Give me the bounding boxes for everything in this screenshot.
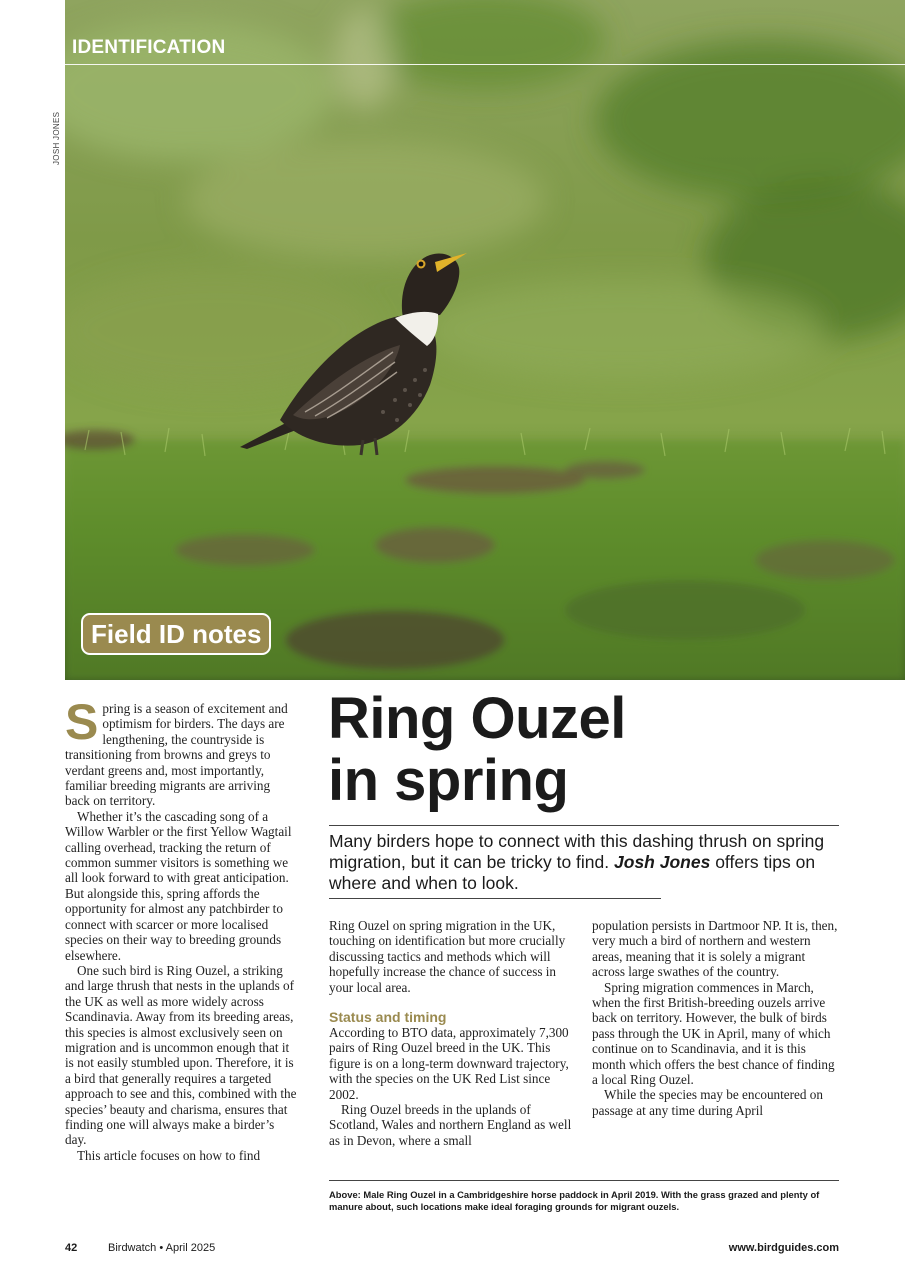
standfirst-divider xyxy=(329,898,661,899)
body-paragraph: This article focuses on how to find xyxy=(77,1147,261,1163)
author-name: Josh Jones xyxy=(614,852,711,872)
body-paragraph: Ring Ouzel breeds in the uplands of Scotland, Wales and northern England as well as in Devon, where a small xyxy=(329,1102,572,1148)
section-divider xyxy=(65,64,905,65)
body-paragraph: Spring migration commences in March, when the first British-breeding ouzels arrive back on territory. However, the bulk of birds pass through the UK in April, many of which continue on to Scandinavia, and it is this month which offers the best chance of finding a local Ring Ouzel. xyxy=(592,979,835,1088)
body-column-2 xyxy=(329,918,573,1148)
standfirst-text: Many birders hope to connect with this dashing thrush on spring migration, but it can be tricky to find. xyxy=(329,831,825,872)
website-link[interactable]: www.birdguides.com xyxy=(728,1242,839,1254)
field-id-notes-badge: Field ID notes xyxy=(81,613,271,655)
body-column-3 xyxy=(592,918,838,1118)
body-paragraph: One such bird is Ring Ouzel, a striking and large thrush that nests in the uplands of the UK as well as more widely across Scandinavia. Away from its breeding areas, this species is almost exclusively seen on migration and is uncommon enough that it is not easily stumbled upon. Therefore, it is a bird that generally requires a targeted approach to see and this, combined with the species’ beauty and charisma, ensures that finding one will always make a birder’s day. xyxy=(65,962,297,1148)
standfirst-end: offers tips on where and when to look. xyxy=(329,852,816,893)
photo-credit: JOSH JONES xyxy=(52,111,61,165)
caption-divider xyxy=(329,1180,839,1181)
body-column-1 xyxy=(65,694,297,1163)
drop-cap: S xyxy=(65,694,99,750)
body-paragraph: Whether it’s the cascading song of a Willow Warbler or the first Yellow Wagtail calling overhead, tracking the return of common summer visitors is something we all look forward to with great anticipation. But alongside this, spring affords the opportunity for almost any patchbirder to connect with scarcer or more localised species on their way to breeding grounds elsewhere. xyxy=(65,808,292,963)
section-label: IDENTIFICATION xyxy=(72,37,226,58)
body-paragraph: Spring is a season of excitement and optimism for birders. The days are lengthening, the countryside is transitioning from browns and greys to verdant greens and, most importantly, familiar breeding migrants are arriving back on territory. xyxy=(65,694,288,809)
page-number: 42 xyxy=(65,1242,78,1254)
title-line-2: in spring xyxy=(328,748,569,813)
body-paragraph: Ring Ouzel on spring migration in the UK, touching on identification but more crucially discussing tactics and methods which will hopefully increase the chance of success in your local area. xyxy=(329,918,566,995)
hero-photo xyxy=(65,0,905,680)
photo-caption: Above: Male Ring Ouzel in a Cambridgeshire horse paddock in April 2019. With the grass grazed and plenty of manure about, such locations make ideal foraging grounds for migrant ouzels. xyxy=(329,1189,820,1212)
standfirst xyxy=(329,831,839,894)
body-paragraph: While the species may be encountered on passage at any time during April xyxy=(592,1087,823,1118)
title-line-1: Ring Ouzel xyxy=(328,686,626,751)
publication-info: Birdwatch • April 2025 xyxy=(108,1242,216,1254)
subheading-status-timing: Status and timing xyxy=(329,1009,447,1026)
body-paragraph: population persists in Dartmoor NP. It is, then, very much a bird of northern and western areas, meaning that it is solely a migrant across large swathes of the country. xyxy=(592,918,838,980)
title-divider xyxy=(329,825,839,826)
body-paragraph: According to BTO data, approximately 7,300 pairs of Ring Ouzel breed in the UK. This figure is on a long-term downward trajectory, with the species on the UK Red List since 2002. xyxy=(329,1025,569,1102)
article-title xyxy=(328,688,626,812)
